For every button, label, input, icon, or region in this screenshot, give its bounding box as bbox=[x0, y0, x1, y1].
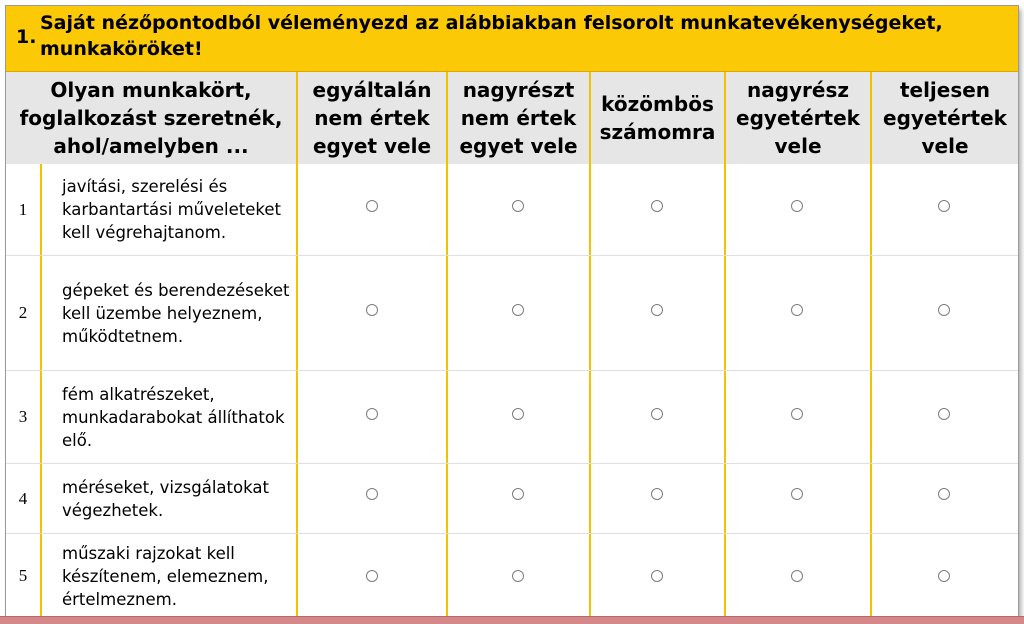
radio-option[interactable] bbox=[512, 488, 524, 500]
row-statement: gépeket és berendezéseket kell üzembe helyeznem, működtetnem. bbox=[62, 280, 290, 346]
question-text: Saját nézőpontodból véleményezd az alábbiakban felsorolt munkatevékenységeket, munkaköröket! bbox=[40, 12, 943, 60]
radio-option[interactable] bbox=[366, 488, 378, 500]
question-header bbox=[6, 6, 1018, 72]
row-number: 2 bbox=[18, 303, 28, 322]
column-header-strongly-agree: teljesen egyetértek vele bbox=[883, 78, 1007, 158]
column-header-mostly-agree: nagyrész egyetértek vele bbox=[726, 72, 872, 164]
row-statement: javítási, szerelési és karbantartási műveleteket kell végrehajtanom. bbox=[62, 177, 281, 242]
radio-option[interactable] bbox=[791, 570, 803, 582]
radio-option[interactable] bbox=[791, 488, 803, 500]
column-header-strongly-disagree: egyáltalán nem értek egyet vele bbox=[298, 72, 448, 164]
table-header bbox=[6, 72, 1018, 164]
row-header: Olyan munkakört, foglalkozást szeretnék, ahol/amelyben ... bbox=[6, 72, 298, 164]
row-number: 5 bbox=[18, 566, 28, 585]
radio-option[interactable] bbox=[651, 200, 663, 212]
radio-option[interactable] bbox=[938, 570, 950, 582]
radio-option[interactable] bbox=[651, 570, 663, 582]
grid-line bbox=[40, 164, 42, 618]
radio-option[interactable] bbox=[938, 408, 950, 420]
radio-option[interactable] bbox=[366, 408, 378, 420]
bottom-strip bbox=[0, 617, 1024, 624]
row-statement: fém alkatrészeket, munkadarabokat állíthatok elő. bbox=[62, 384, 285, 450]
radio-option[interactable] bbox=[938, 200, 950, 212]
question-number: 1. bbox=[16, 26, 37, 48]
radio-option[interactable] bbox=[938, 488, 950, 500]
grid-line bbox=[724, 164, 726, 618]
radio-option[interactable] bbox=[651, 488, 663, 500]
radio-option[interactable] bbox=[651, 304, 663, 316]
grid-line bbox=[870, 164, 872, 618]
radio-option[interactable] bbox=[512, 570, 524, 582]
column-header-mostly-disagree: nagyrészt nem értek egyet vele bbox=[448, 72, 591, 164]
radio-option[interactable] bbox=[791, 200, 803, 212]
row-number: 3 bbox=[18, 407, 28, 426]
radio-option[interactable] bbox=[512, 200, 524, 212]
radio-option[interactable] bbox=[366, 570, 378, 582]
row-statement: műszaki rajzokat kell készítenem, elemeznem, értelmeznem. bbox=[62, 543, 269, 609]
survey-frame bbox=[6, 6, 1018, 618]
radio-option[interactable] bbox=[366, 304, 378, 316]
row-number: 4 bbox=[18, 488, 28, 508]
radio-option[interactable] bbox=[938, 304, 950, 316]
radio-option[interactable] bbox=[651, 408, 663, 420]
column-header-neutral: közömbös számomra bbox=[591, 72, 726, 164]
radio-option[interactable] bbox=[512, 304, 524, 316]
radio-option[interactable] bbox=[791, 304, 803, 316]
grid-line bbox=[446, 164, 448, 618]
row-statement: méréseket, vizsgálatokat végezhetek. bbox=[62, 477, 269, 520]
radio-option[interactable] bbox=[791, 408, 803, 420]
radio-option[interactable] bbox=[366, 200, 378, 212]
radio-option[interactable] bbox=[512, 408, 524, 420]
row-number: 1 bbox=[18, 199, 28, 219]
grid-line bbox=[589, 164, 591, 618]
